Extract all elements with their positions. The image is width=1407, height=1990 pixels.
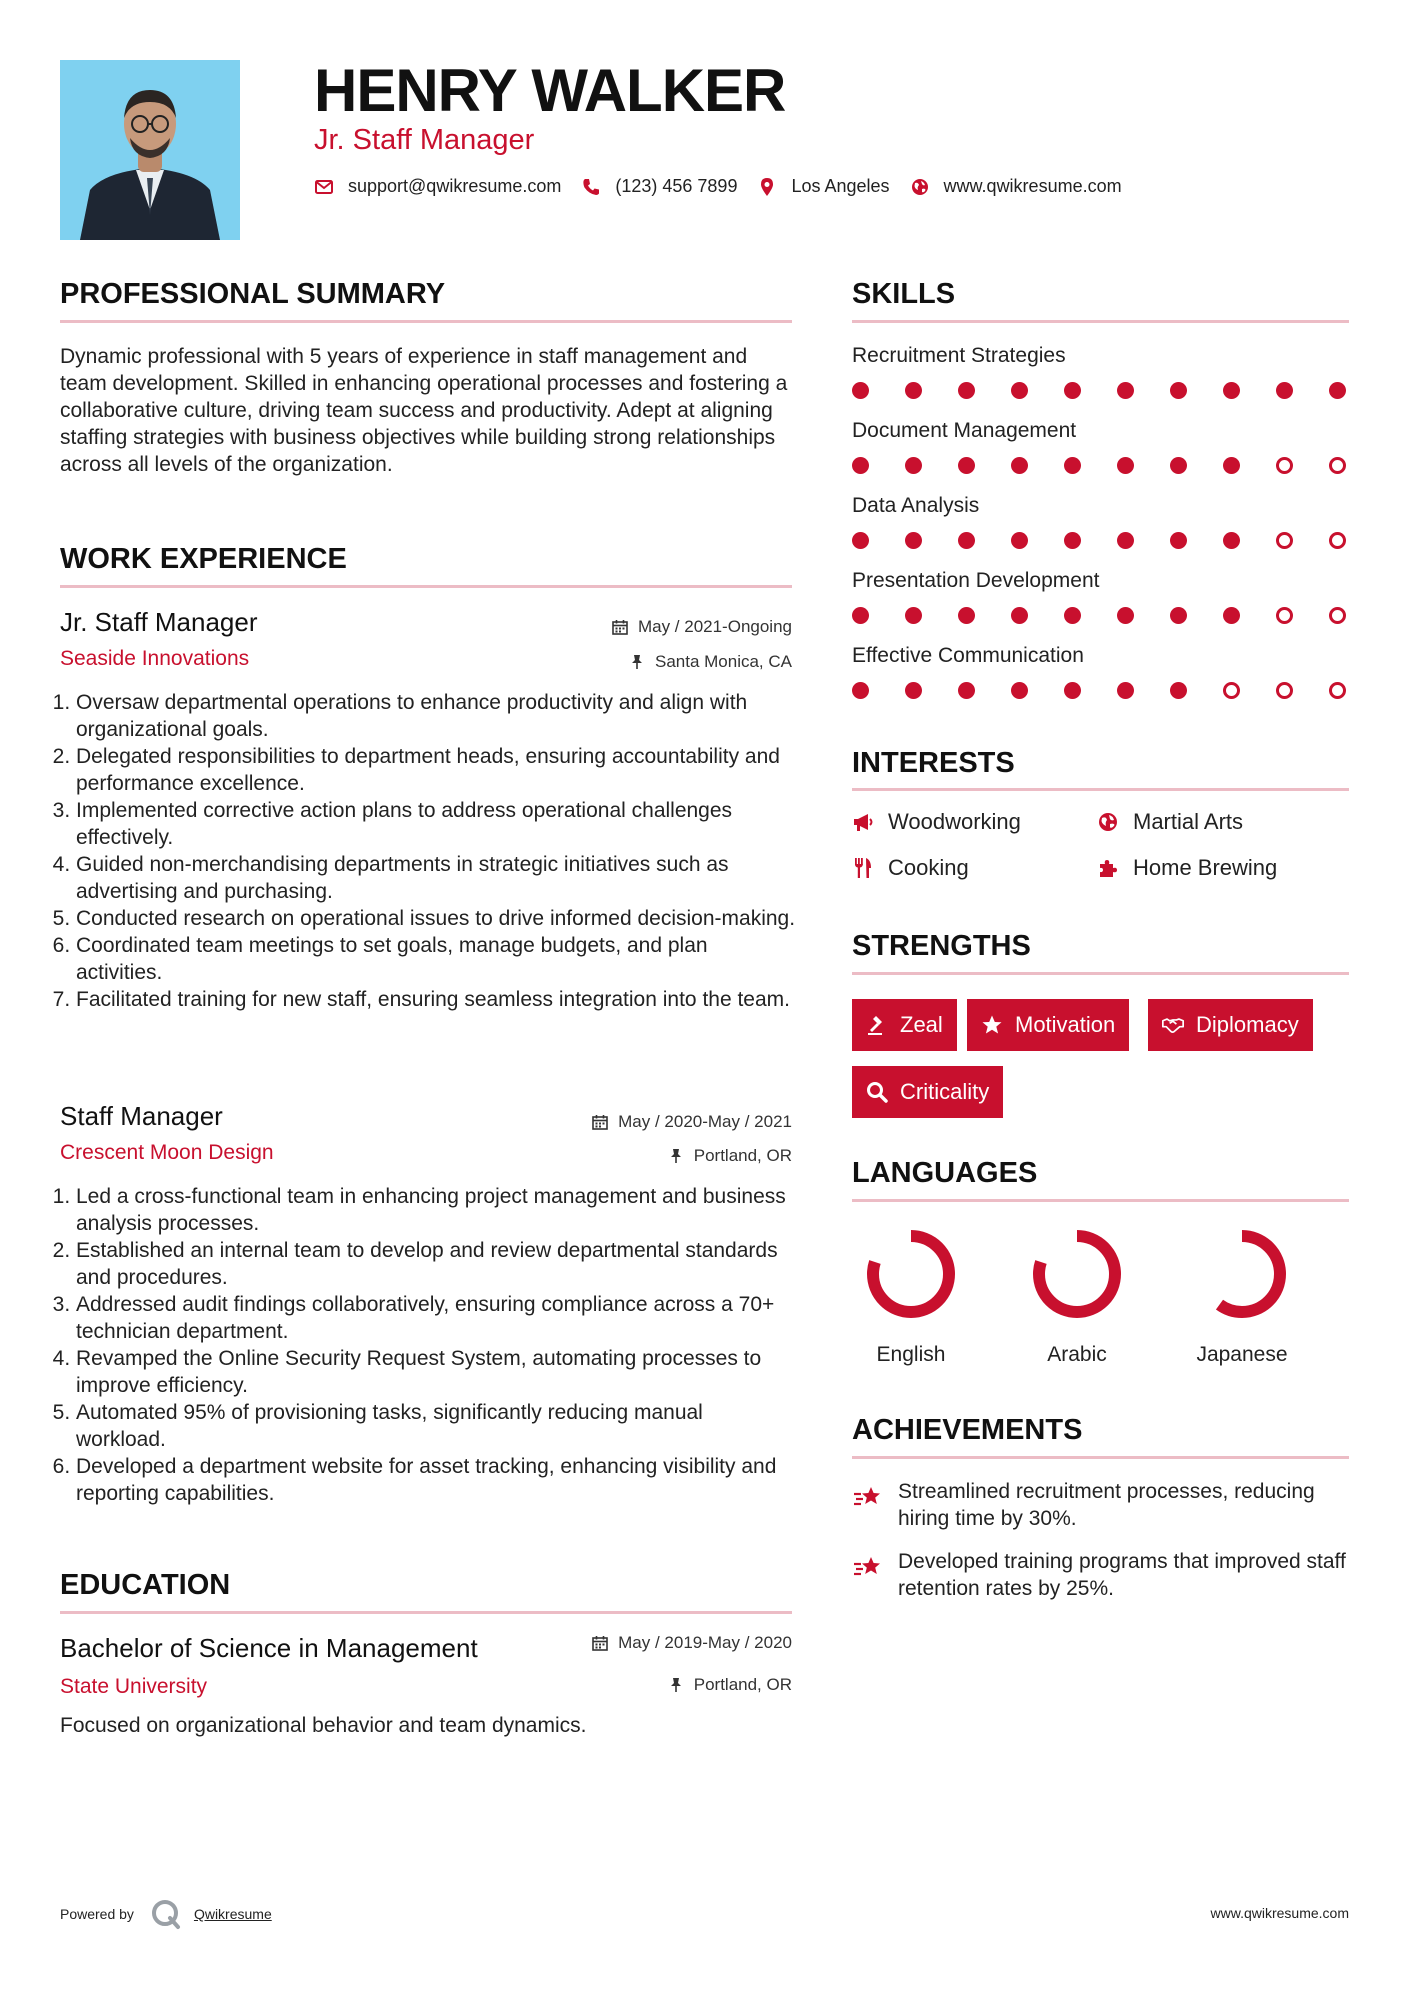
bullet-item: 3. Implemented corrective action plans to address operational challenges effectively. [76,797,796,851]
candidate-title: Jr. Staff Manager [314,124,535,156]
skill-dot-filled [1117,682,1134,699]
contact-email[interactable] [314,176,561,197]
job-dates-text: May / 2021-Ongoing [637,617,792,636]
skill-rating [852,682,1350,702]
skill-dot-filled [905,607,922,624]
candidate-name: HENRY WALKER [314,57,786,124]
skill-dot-empty [1276,607,1293,624]
language-ring [861,1224,961,1324]
skill-dot-filled [852,607,869,624]
location-text: Los Angeles [791,176,890,196]
achievements-heading: ACHIEVEMENTS [852,1414,1083,1446]
skill-dot-filled [905,457,922,474]
language-name: English [876,1343,946,1366]
puzzle-icon [1097,857,1119,879]
skill-dot-filled [1170,682,1187,699]
interest-label: Woodworking [888,809,1021,834]
contact-phone[interactable] [581,176,737,197]
footer-website[interactable]: www.qwikresume.com [1210,1905,1349,1921]
interest-item [1097,854,1277,882]
skill-name: Data Analysis [852,494,980,517]
achievement-item [852,1548,1352,1602]
star-icon [981,1014,1003,1036]
skill-dot-filled [1011,457,1028,474]
job-bullets [58,1183,796,1507]
shooting-star-icon [852,1482,884,1514]
strength-badge [852,1066,1003,1118]
strength-label: Zeal [900,1012,943,1037]
skill-dot-filled [1329,382,1346,399]
skill-dot-filled [958,607,975,624]
job-dates [612,616,792,638]
skill-dot-filled [852,457,869,474]
education-location [668,1674,792,1696]
skill-dot-filled [1117,607,1134,624]
qwikresume-link[interactable]: Qwikresume [193,1906,272,1922]
job-bullets [58,689,796,1013]
bullet-item: 5. Conducted research on operational issues to drive informed decision-making. [76,905,796,932]
language-item [1012,1224,1142,1368]
skill-dot-filled [852,382,869,399]
achievements-divider [852,1456,1349,1459]
skill-dot-filled [1064,532,1081,549]
language-ring-arc [1039,1236,1115,1312]
skill-dot-filled [958,457,975,474]
language-ring-arc [873,1236,949,1312]
interest-item [852,854,969,882]
skill-dot-filled [1117,532,1134,549]
language-ring-arc [1204,1236,1280,1312]
skill-rating [852,457,1350,477]
phone-icon [581,177,601,197]
job-location-text: Portland, OR [693,1146,792,1165]
bullet-item: 2. Delegated responsibilities to department heads, ensuring accountability and performance excellence. [76,743,796,797]
skill-name: Document Management [852,419,1077,442]
interest-item [852,808,1021,836]
interests-heading: INTERESTS [852,747,1015,779]
bullet-item: 1. Led a cross-functional team in enhancing project management and business analysis processes. [76,1183,796,1237]
job-title: Jr. Staff Manager [60,607,258,637]
skill-rating [852,532,1350,552]
job-location [668,1145,792,1167]
globe-icon [910,177,930,197]
envelope-icon [314,177,334,197]
language-name: Arabic [1047,1343,1107,1366]
strength-label: Diplomacy [1196,1012,1299,1037]
globe-icon [1097,811,1119,833]
skill-dot-filled [1011,382,1028,399]
skill-dot-filled [1117,382,1134,399]
experience-heading: WORK EXPERIENCE [60,543,347,575]
education-description: Focused on organizational behavior and team dynamics. [60,1714,587,1737]
degree-title: Bachelor of Science in Management [60,1633,478,1663]
bullet-item: 6. Coordinated team meetings to set goals, manage budgets, and plan activities. [76,932,796,986]
email-text: support@qwikresume.com [348,176,562,196]
skill-dot-filled [1064,382,1081,399]
job-dates [592,1111,792,1133]
language-ring [1027,1224,1127,1324]
contact-location [757,176,889,197]
pushpin-icon [668,1677,684,1693]
footer-powered-by [60,1898,272,1930]
strength-badge [852,999,957,1051]
bullet-item: 2. Established an internal team to develop and review departmental standards and procedures. [76,1237,796,1291]
skill-rating [852,382,1350,402]
languages-heading: LANGUAGES [852,1157,1038,1189]
website-text: www.qwikresume.com [943,176,1122,196]
skill-dot-filled [1064,607,1081,624]
language-ring [1192,1224,1292,1324]
skill-name: Presentation Development [852,569,1100,592]
company-name: Seaside Innovations [60,647,250,670]
pushpin-icon [668,1148,684,1164]
utensils-icon [852,857,874,879]
skill-dot-filled [1011,607,1028,624]
skill-dot-empty [1329,682,1346,699]
pushpin-icon [629,654,645,670]
education-dates [592,1632,792,1654]
bullet-item: 1. Oversaw departmental operations to enhance productivity and align with organizational goals. [76,689,796,743]
strength-label: Criticality [900,1079,990,1104]
strength-badge [967,999,1129,1051]
skill-dot-filled [958,532,975,549]
profile-photo [60,60,240,240]
skill-dot-filled [1223,457,1240,474]
skill-dot-filled [1170,532,1187,549]
strength-badge [1148,999,1313,1051]
skill-dot-empty [1329,607,1346,624]
education-divider [60,1611,792,1614]
map-pin-icon [757,177,777,197]
skill-dot-filled [905,532,922,549]
company-name: Crescent Moon Design [60,1141,274,1164]
achievement-item [852,1478,1352,1532]
bullet-item: 6. Developed a department website for asset tracking, enhancing visibility and reporting capabilities. [76,1453,796,1507]
handshake-icon [1162,1014,1184,1036]
skill-dot-empty [1276,457,1293,474]
skill-dot-empty [1223,682,1240,699]
interests-divider [852,788,1349,791]
skill-dot-filled [958,682,975,699]
qwikresume-logo-icon [150,1898,182,1930]
skill-dot-filled [1064,457,1081,474]
skill-name: Recruitment Strategies [852,344,1066,367]
skill-dot-filled [1170,607,1187,624]
skill-dot-filled [905,382,922,399]
language-name: Japanese [1196,1343,1288,1366]
skill-dot-empty [1276,682,1293,699]
languages-divider [852,1199,1349,1202]
portrait-image [60,60,240,240]
summary-text: Dynamic professional with 5 years of experience in staff management and team development. Skilled in enhancing operational processes and fostering a collaborative culture, driving team success and productivity. Adept at aligning staffing strategies with business objectives while building strong relationships across all levels of the organization. [60,345,788,476]
bullet-item: 7. Facilitated training for new staff, ensuring seamless integration into the team. [76,986,796,1013]
strength-label: Motivation [1015,1012,1116,1037]
skill-dot-filled [1276,382,1293,399]
shooting-star-icon [852,1552,884,1584]
interest-label: Martial Arts [1133,809,1244,834]
bullet-item: 4. Revamped the Online Security Request System, automating processes to improve efficiency. [76,1345,796,1399]
bullet-item: 4. Guided non-merchandising departments in strategic initiatives such as advertising and purchasing. [76,851,796,905]
language-item [846,1224,976,1368]
language-item [1177,1224,1307,1368]
skill-dot-filled [1011,532,1028,549]
calendar-icon [612,619,628,635]
achievement-text: Streamlined recruitment processes, reducing hiring time by 30%. [898,1480,1315,1530]
skill-dot-filled [1011,682,1028,699]
summary-heading: PROFESSIONAL SUMMARY [60,278,446,310]
skill-dot-filled [1223,532,1240,549]
summary-divider [60,320,792,323]
skill-rating [852,607,1350,627]
job-location [629,651,792,673]
skill-dot-filled [852,532,869,549]
skill-dot-empty [1276,532,1293,549]
skill-dot-filled [1170,457,1187,474]
skill-dot-empty [1329,457,1346,474]
skill-dot-filled [1117,457,1134,474]
skill-name: Effective Communication [852,644,1084,667]
megaphone-icon [852,811,874,833]
strengths-divider [852,972,1349,975]
skill-dot-filled [905,682,922,699]
skill-dot-empty [1329,532,1346,549]
skill-dot-filled [1223,382,1240,399]
education-heading: EDUCATION [60,1569,231,1601]
search-icon [866,1081,888,1103]
calendar-icon [592,1635,608,1651]
powered-by-text: Powered by [60,1906,134,1922]
interest-item [1097,808,1243,836]
skill-dot-filled [1170,382,1187,399]
skills-heading: SKILLS [852,278,956,310]
education-dates-text: May / 2019-May / 2020 [618,1633,792,1652]
gavel-icon [866,1014,888,1036]
contact-bar [314,176,1142,197]
experience-divider [60,585,792,588]
interest-label: Home Brewing [1133,855,1278,880]
achievement-text: Developed training programs that improved staff retention rates by 25%. [898,1550,1346,1600]
job-location-text: Santa Monica, CA [654,652,792,671]
skill-dot-filled [852,682,869,699]
skill-dot-filled [1064,682,1081,699]
skills-divider [852,320,1349,323]
education-location-text: Portland, OR [693,1675,792,1694]
phone-text: (123) 456 7899 [615,176,738,196]
calendar-icon [592,1114,608,1130]
bullet-item: 5. Automated 95% of provisioning tasks, significantly reducing manual workload. [76,1399,796,1453]
job-title: Staff Manager [60,1101,223,1131]
job-dates-text: May / 2020-May / 2021 [618,1112,792,1131]
interest-label: Cooking [888,855,969,880]
strengths-heading: STRENGTHS [852,930,1031,962]
skill-dot-filled [958,382,975,399]
contact-website[interactable] [910,176,1122,197]
bullet-item: 3. Addressed audit findings collaboratively, ensuring compliance across a 70+ technician department. [76,1291,796,1345]
school-name: State University [60,1675,208,1698]
skill-dot-filled [1223,607,1240,624]
